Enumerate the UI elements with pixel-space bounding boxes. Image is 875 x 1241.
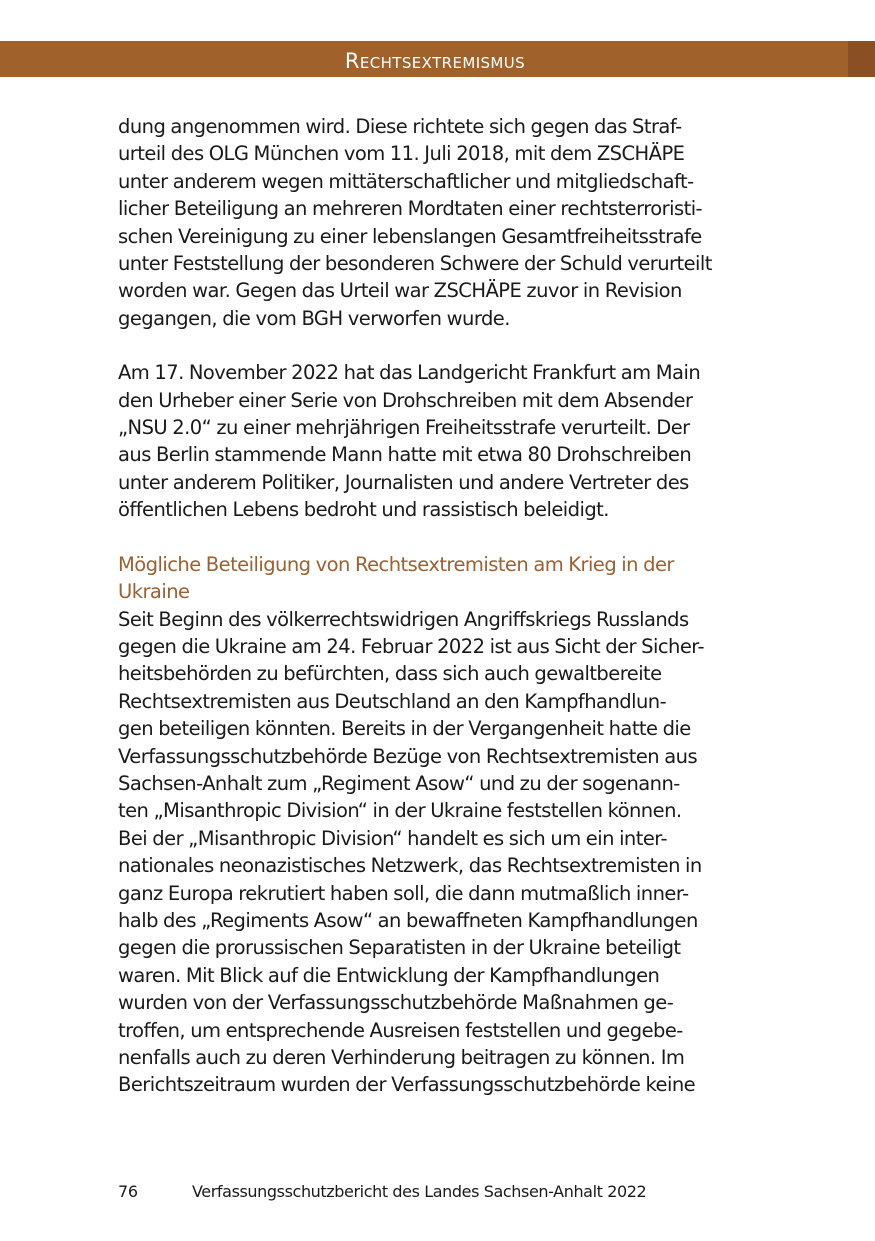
text-line: „NSU 2.0“ zu einer mehrjährigen Freiheitsstrafe verurteilt. Der: [118, 416, 690, 440]
text-line: licher Beteiligung an mehreren Mordtaten einer rechtsterroristi-: [118, 197, 703, 221]
text-line: worden war. Gegen das Urteil war ZSCHÄPE zuvor in Revision: [118, 279, 682, 303]
text-line: Verfassungsschutzbehörde Bezüge von Rechtsextremisten aus: [118, 744, 698, 768]
text-line: unter anderem Politiker, Journalisten und andere Vertreter des: [118, 470, 689, 494]
text-line: ten „Misanthropic Division“ in der Ukraine feststellen können.: [118, 799, 682, 823]
text-line: nenfalls auch zu deren Verhinderung beitragen zu können. Im: [118, 1046, 685, 1069]
text-line: Sachsen-Anhalt zum „Regiment Asow“ und zu der sogenann-: [118, 771, 680, 795]
text-line: waren. Mit Blick auf die Entwicklung der Kampfhandlungen: [118, 963, 660, 987]
text-line: aus Berlin stammende Mann hatte mit etwa 80 Drohschreiben: [118, 443, 692, 467]
text-line: Bei der „Misanthropic Division“ handelt es sich um ein inter-: [118, 826, 667, 850]
text-line: öffentlichen Lebens bedroht und rassistisch beleidigt.: [118, 498, 609, 522]
paragraph-zschaepe: [118, 113, 758, 332]
text-line: Seit Beginn des völkerrechtswidrigen Angriffskriegs Russlands: [118, 607, 689, 631]
section-title: Rechtsextremismus: [344, 49, 526, 73]
text-line: gegen die prorussischen Separatisten in der Ukraine beteiligt: [118, 936, 681, 960]
text-line: gen beteiligen könnten. Bereits in der Vergangenheit hatte die: [118, 717, 691, 741]
page-number: 76: [118, 1182, 138, 1201]
subheading-line: Ukraine: [118, 580, 190, 604]
paragraph-nsu-2-0: [118, 359, 758, 523]
text-line: unter anderem wegen mittäterschaftlicher und mitgliedschaft-: [118, 169, 694, 193]
text-line: heitsbehörden zu befürchten, dass sich auch gewaltbereite: [118, 662, 662, 686]
publication-title: Verfassungsschutzbericht des Landes Sachsen-Anhalt 2022: [192, 1182, 647, 1201]
text-line: troffen, um entsprechende Ausreisen feststellen und gegebe-: [118, 1018, 683, 1042]
paragraph-ukraine: [118, 606, 758, 1099]
text-line: nationales neonazistisches Netzwerk, das Rechtsextremisten in: [118, 854, 702, 878]
text-line: gegen die Ukraine am 24. Februar 2022 ist aus Sicht der Sicher-: [118, 634, 704, 658]
text-line: wurden von der Verfassungsschutzbehörde Maßnahmen ge-: [118, 991, 674, 1015]
text-line: Rechtsextremisten aus Deutschland an den Kampfhandlun-: [118, 689, 667, 713]
text-line: schen Vereinigung zu einer lebenslangen Gesamtfreiheitsstrafe: [118, 224, 702, 248]
text-line: Am 17. November 2022 hat das Landgericht Frankfurt am Main: [118, 361, 701, 385]
text-line: unter Feststellung der besonderen Schwere der Schuld verurteilt: [118, 252, 712, 276]
text-line: halb des „Regiments Asow“ an bewaffneten Kampfhandlungen: [118, 908, 698, 932]
page-body: [118, 113, 758, 1099]
subheading-ukraine: [118, 551, 758, 606]
subheading-line: Mögliche Beteiligung von Rechtsextremisten am Krieg in der: [118, 552, 674, 576]
text-line: den Urheber einer Serie von Drohschreiben mit dem Absender: [118, 388, 693, 412]
text-line: gegangen, die vom BGH verworfen wurde.: [118, 306, 510, 330]
text-line: urteil des OLG München vom 11. Juli 2018, mit dem ZSCHÄPE: [118, 142, 685, 166]
text-line: ganz Europa rekrutiert haben soll, die dann mutmaßlich inner-: [118, 881, 689, 905]
text-line: dung angenommen wird. Diese richtete sich gegen das Straf-: [118, 115, 682, 138]
text-line: Berichtszeitraum wurden der Verfassungsschutzbehörde keine: [118, 1073, 696, 1097]
